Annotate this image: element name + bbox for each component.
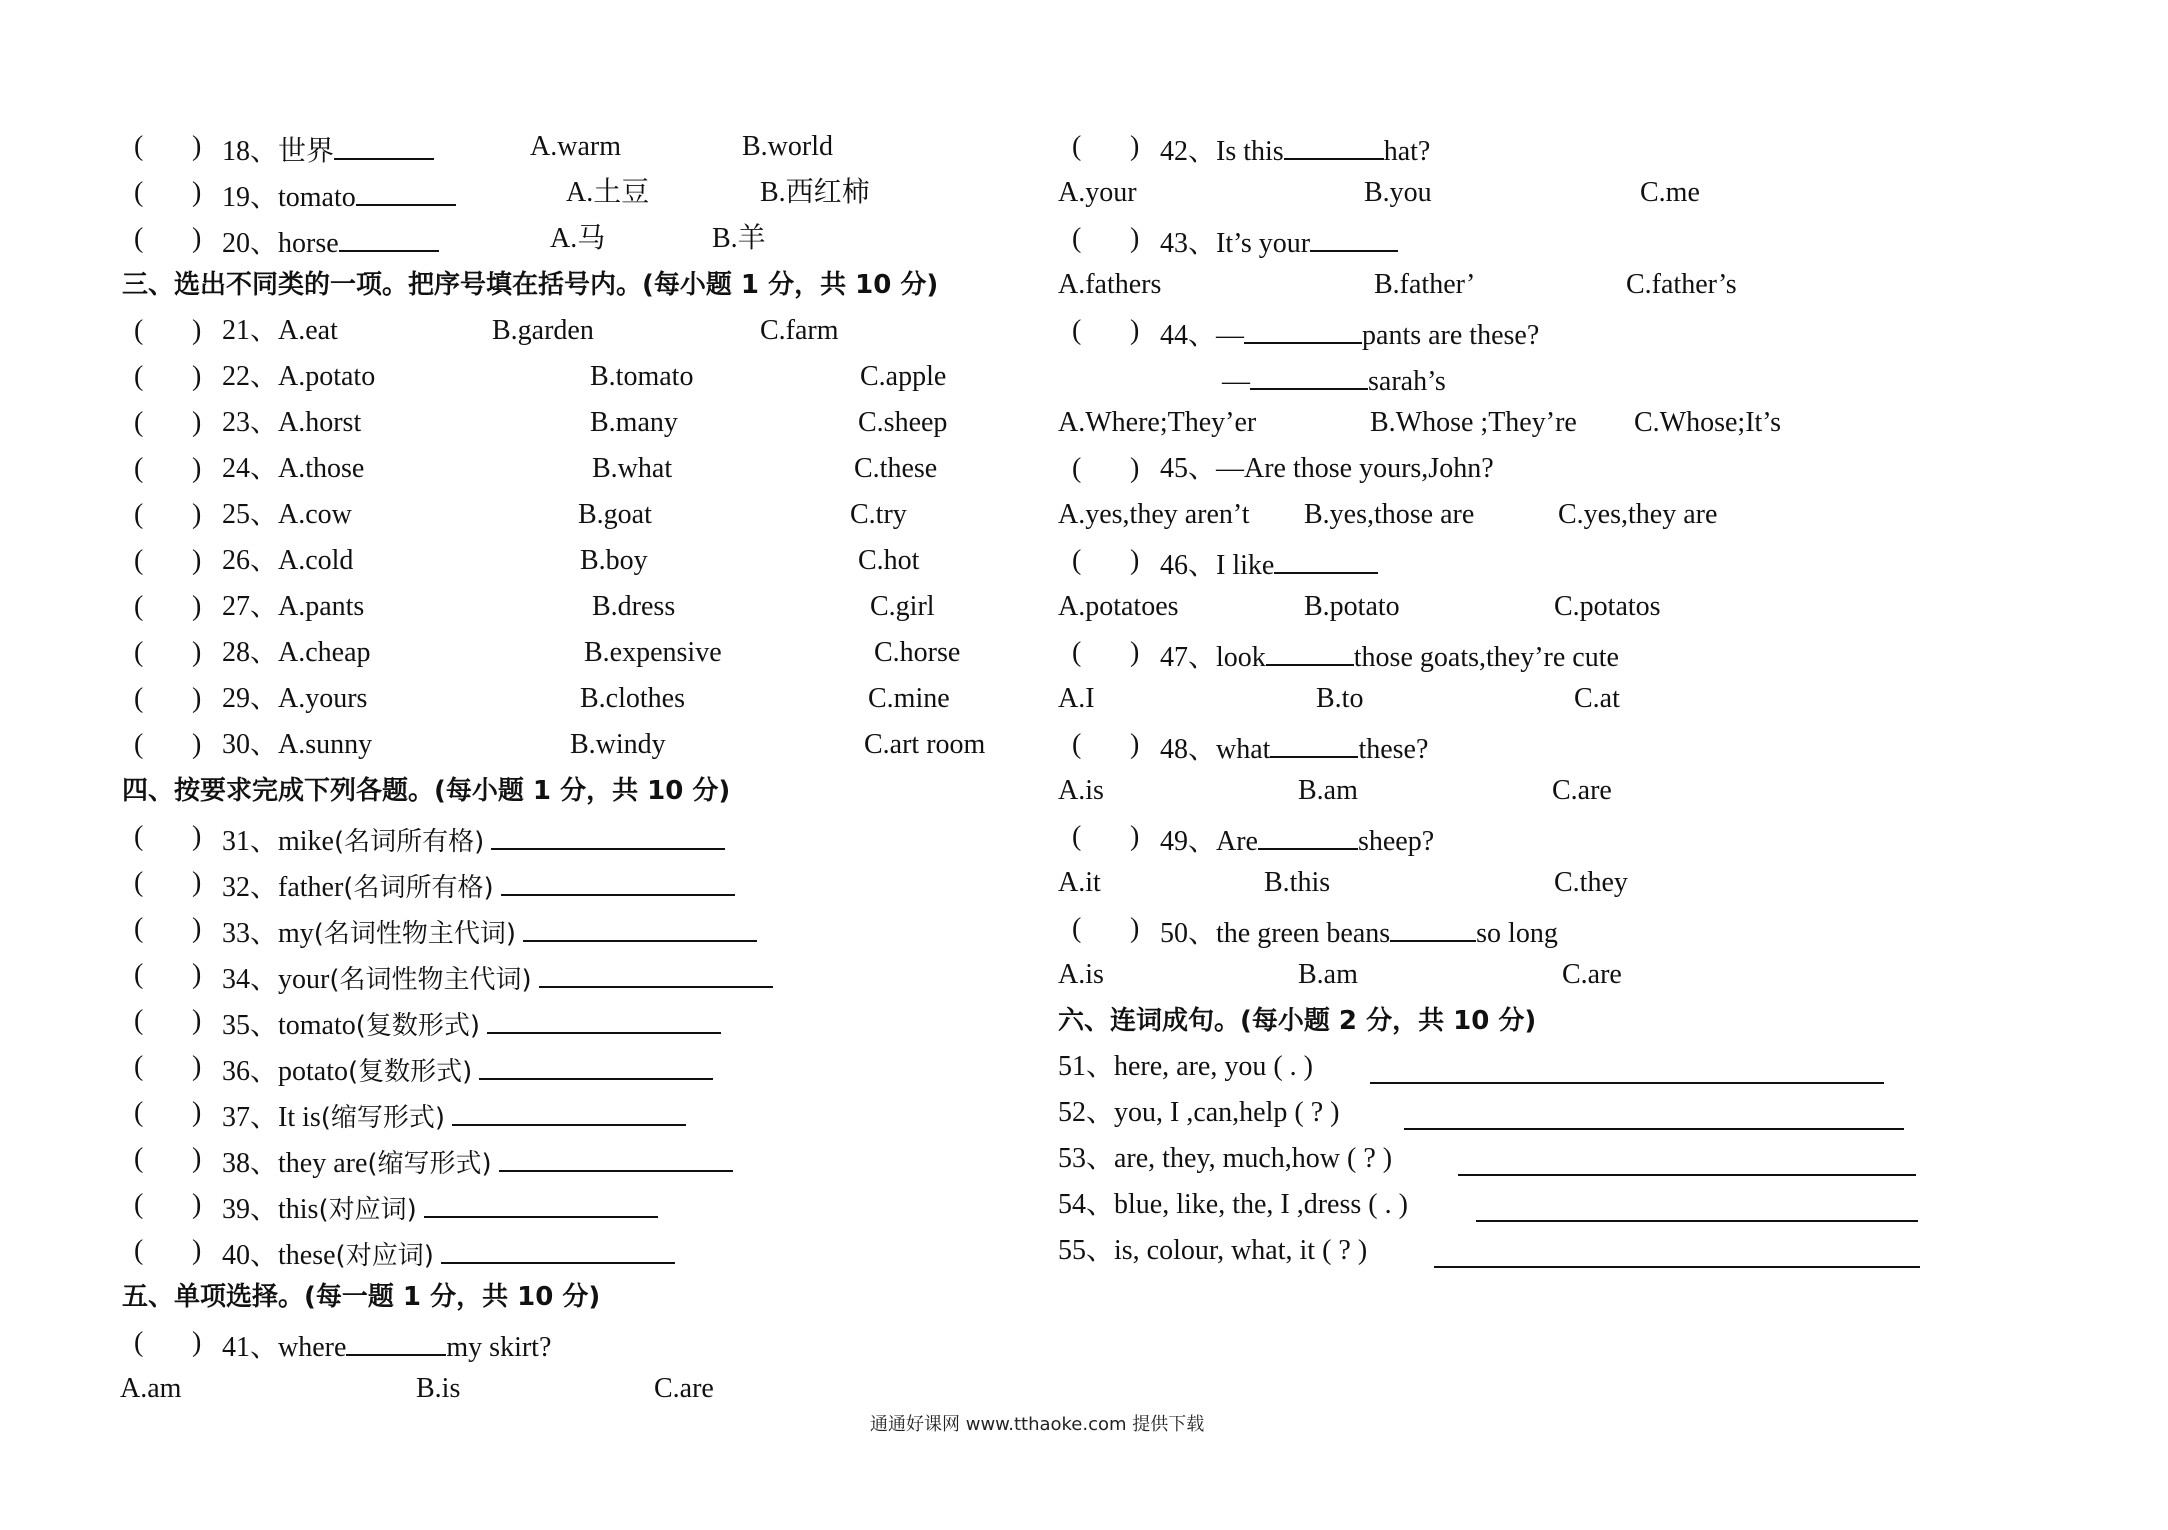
question-row: ( ) 22、A.potato B.tomato C.apple xyxy=(130,354,1030,400)
answer-line[interactable] xyxy=(1370,1048,1884,1084)
question-row: ( ) 28、A.cheap B.expensive C.horse xyxy=(130,630,1030,676)
section-heading: 四、按要求完成下列各题。(每小题 1 分，共 10 分) xyxy=(122,776,731,806)
question-row: ( ) 38、they are(缩写形式) xyxy=(130,1136,1030,1182)
answer-paren[interactable]: ( xyxy=(1072,223,1082,254)
question-hint: (缩写形式) xyxy=(367,1149,492,1179)
answer-line[interactable] xyxy=(1458,1140,1916,1176)
section-heading: 三、选出不同类的一项。把序号填在括号内。(每小题 1 分，共 10 分) xyxy=(122,270,939,300)
question-text: 33、my xyxy=(222,918,314,949)
question-hint: (缩写形式) xyxy=(320,1103,446,1133)
option-b: B.西红柿 xyxy=(760,177,870,208)
answer-blank[interactable] xyxy=(1244,308,1362,344)
question-row: ( ) 34、your(名词性物主代词) xyxy=(130,952,1030,998)
sentence-row xyxy=(1058,1044,2118,1090)
question-text: 38、they are xyxy=(222,1148,368,1179)
question-text: 48、what xyxy=(1160,734,1271,765)
question-text: 21、A.eat xyxy=(222,315,338,346)
question-text: 36、potato xyxy=(222,1056,348,1087)
answer-paren[interactable]: ( xyxy=(134,867,144,898)
question-text: 42、Is this xyxy=(1160,136,1284,167)
question-text: 28、A.cheap xyxy=(222,637,371,668)
answer-blank[interactable] xyxy=(523,906,757,942)
answer-line[interactable] xyxy=(1434,1232,1920,1268)
answer-paren[interactable]: ( xyxy=(134,1143,144,1174)
option-b: B.potato xyxy=(1304,591,1400,622)
question-row: ( ) 30、A.sunny B.windy C.art room xyxy=(130,722,1030,768)
answer-paren[interactable]: ( xyxy=(134,1189,144,1220)
question-row: ( ) 48、what these? xyxy=(1066,722,2066,768)
question-row: ( ) 43、It’s your xyxy=(1066,216,2066,262)
option-c: C.try xyxy=(850,499,907,530)
answer-paren[interactable]: ( xyxy=(134,499,144,530)
question-text: 55、is, colour, what, it ( ? ) xyxy=(1058,1235,1368,1266)
question-text: 30、A.sunny xyxy=(222,729,373,760)
options-row xyxy=(1058,768,2058,814)
question-row: ( ) 45、—Are those yours,John? xyxy=(1066,446,2066,492)
question-text-end: those goats,they’re cute xyxy=(1353,642,1619,673)
option-c: C.are xyxy=(1562,959,1622,990)
option-a: A.is xyxy=(1058,959,1104,990)
option-b: B.dress xyxy=(592,591,676,622)
option-c: C.they xyxy=(1554,867,1628,898)
answer-blank[interactable] xyxy=(1266,630,1354,666)
question-row: ( ) 47、look those goats,they’re cute xyxy=(1066,630,2066,676)
question-text: 40、these xyxy=(222,1240,336,1271)
answer-paren[interactable]: ( xyxy=(134,1051,144,1082)
sentence-row xyxy=(1058,1182,2118,1228)
answer-blank[interactable] xyxy=(487,998,721,1034)
option-a: A.土豆 xyxy=(566,177,650,208)
answer-blank[interactable] xyxy=(452,1090,686,1126)
question-row: ( ) 24、A.those B.what C.these xyxy=(130,446,1030,492)
question-text-end: hat? xyxy=(1383,136,1431,167)
answer-paren[interactable]: ( xyxy=(134,453,144,484)
answer-paren[interactable]: ( xyxy=(134,223,144,254)
question-row: ( ) 42、Is this hat? xyxy=(1066,124,2066,170)
answer-blank[interactable] xyxy=(501,860,735,896)
question-row: ( ) 33、my(名词性物主代词) xyxy=(130,906,1030,952)
question-row: ( ) 39、this(对应词) xyxy=(130,1182,1030,1228)
answer-blank[interactable] xyxy=(1258,814,1358,850)
question-text: 34、your xyxy=(222,964,330,995)
options-row xyxy=(1058,952,2058,998)
option-b: B.garden xyxy=(492,315,594,346)
question-text: 25、A.cow xyxy=(222,499,352,530)
question-row: ( ) 31、mike(名词所有格) xyxy=(130,814,1030,860)
option-c: C.mine xyxy=(868,683,950,714)
option-c: C.these xyxy=(854,453,938,484)
question-row: ( ) 21、A.eat B.garden C.farm xyxy=(130,308,1030,354)
option-b: B.goat xyxy=(578,499,652,530)
question-row: ( ) 44、— pants are these? xyxy=(1066,308,2066,354)
answer-blank[interactable] xyxy=(539,952,773,988)
answer-blank[interactable] xyxy=(1390,906,1476,942)
option-a: A.it xyxy=(1058,867,1101,898)
answer-paren[interactable]: ( xyxy=(134,591,144,622)
answer-blank[interactable] xyxy=(441,1228,675,1264)
answer-paren[interactable]: ( xyxy=(134,1005,144,1036)
answer-paren[interactable]: ( xyxy=(1072,131,1082,162)
question-row: ( ) 27、A.pants B.dress C.girl xyxy=(130,584,1030,630)
question-text-end: so long xyxy=(1476,918,1558,949)
answer-line[interactable] xyxy=(1476,1186,1918,1222)
question-text: 41、where xyxy=(222,1332,347,1363)
option-a: A.fathers xyxy=(1058,269,1162,300)
answer-blank[interactable] xyxy=(1284,124,1384,160)
question-text: 50、the green beans xyxy=(1160,918,1391,949)
question-text: 47、look xyxy=(1160,642,1266,673)
question-row xyxy=(1066,354,2066,400)
answer-blank[interactable] xyxy=(356,170,456,206)
option-b: B.羊 xyxy=(712,223,766,254)
question-hint: (名词所有格) xyxy=(343,873,494,903)
question-text: 18、世界 xyxy=(222,136,335,167)
answer-paren[interactable]: ( xyxy=(134,131,144,162)
answer-blank[interactable] xyxy=(424,1182,658,1218)
option-c: C.sheep xyxy=(858,407,948,438)
question-row: ( ) 37、It is(缩写形式) xyxy=(130,1090,1030,1136)
option-c: C.father’s xyxy=(1626,269,1737,300)
answer-paren[interactable]: ( xyxy=(1072,913,1082,944)
question-text: 45、—Are those yours,John? xyxy=(1160,453,1494,484)
question-row: ( ) 41、where my skirt? xyxy=(130,1320,1030,1366)
options-row xyxy=(1058,492,2058,538)
option-a: A.am xyxy=(120,1373,182,1404)
question-hint: (名词所有格) xyxy=(334,827,485,857)
question-row: ( ) 49、Are sheep? xyxy=(1066,814,2066,860)
answer-paren[interactable]: ( xyxy=(1072,315,1082,346)
question-text: 52、you, I ,can,help ( ? ) xyxy=(1058,1097,1340,1128)
options-row xyxy=(1058,400,2058,446)
question-row: ( ) 25、A.cow B.goat C.try xyxy=(130,492,1030,538)
question-text: 43、It’s your xyxy=(1160,228,1311,259)
option-b: B.yes,those are xyxy=(1304,499,1475,530)
question-text: 19、tomato xyxy=(222,182,356,213)
answer-paren[interactable]: ( xyxy=(134,959,144,990)
answer-blank[interactable] xyxy=(339,216,439,252)
answer-paren[interactable]: ( xyxy=(134,637,144,668)
option-c: C.are xyxy=(1552,775,1612,806)
option-b: B.boy xyxy=(580,545,648,576)
answer-paren[interactable]: ( xyxy=(134,315,144,346)
question-text: 29、A.yours xyxy=(222,683,368,714)
question-hint: (复数形式) xyxy=(355,1011,481,1041)
option-b: B.expensive xyxy=(584,637,722,668)
question-text: 46、I like xyxy=(1160,550,1275,581)
answer-blank[interactable] xyxy=(499,1136,733,1172)
option-c: C.farm xyxy=(760,315,839,346)
option-a: A.I xyxy=(1058,683,1095,714)
section-heading: 六、连词成句。(每小题 2 分，共 10 分) xyxy=(1058,1006,1537,1036)
sentence-row xyxy=(1058,1228,2118,1274)
question-text-end: sarah’s xyxy=(1368,366,1446,397)
option-c: C.horse xyxy=(874,637,961,668)
answer-paren[interactable]: ( xyxy=(134,177,144,208)
question-text-end: pants are these? xyxy=(1362,320,1540,351)
question-text: 37、It is xyxy=(222,1102,321,1133)
option-b: B.to xyxy=(1316,683,1364,714)
options-row xyxy=(120,1366,1020,1412)
option-b: B.you xyxy=(1364,177,1432,208)
question-text: 31、mike xyxy=(222,826,334,857)
option-a: A.potatoes xyxy=(1058,591,1179,622)
option-a: A.your xyxy=(1058,177,1137,208)
option-c: C.me xyxy=(1640,177,1700,208)
question-text: — xyxy=(1222,366,1250,397)
answer-blank[interactable] xyxy=(1250,354,1368,390)
option-c: C.potatos xyxy=(1554,591,1661,622)
options-row xyxy=(1058,262,2058,308)
question-hint: (复数形式) xyxy=(348,1057,473,1087)
answer-blank[interactable] xyxy=(1274,538,1378,574)
answer-blank[interactable] xyxy=(1310,216,1398,252)
answer-paren[interactable]: ( xyxy=(134,361,144,392)
options-row xyxy=(1058,676,2058,722)
option-a: A.yes,they aren’t xyxy=(1058,499,1250,530)
answer-paren[interactable]: ( xyxy=(134,729,144,760)
question-text-end: sheep? xyxy=(1357,826,1435,857)
answer-blank[interactable] xyxy=(346,1320,446,1356)
question-row: ( ) 35、tomato(复数形式) xyxy=(130,998,1030,1044)
option-c: C.at xyxy=(1574,683,1620,714)
option-c: C.yes,they are xyxy=(1558,499,1718,530)
question-text: 49、Are xyxy=(1160,826,1258,857)
options-row xyxy=(1058,860,2058,906)
question-hint: (对应词) xyxy=(335,1241,434,1271)
question-text: 27、A.pants xyxy=(222,591,365,622)
option-c: C.art room xyxy=(864,729,986,760)
answer-paren[interactable]: ( xyxy=(134,545,144,576)
question-row: ( ) 26、A.cold B.boy C.hot xyxy=(130,538,1030,584)
question-text: 54、blue, like, the, I ,dress ( . ) xyxy=(1058,1189,1408,1220)
answer-line[interactable] xyxy=(1404,1094,1904,1130)
section-heading: 五、单项选择。(每一题 1 分，共 10 分) xyxy=(122,1282,601,1312)
question-row: ( ) 32、father(名词所有格) xyxy=(130,860,1030,906)
question-row: ( ) 36、potato(复数形式) xyxy=(130,1044,1030,1090)
answer-blank[interactable] xyxy=(334,124,434,160)
option-b: B.father’ xyxy=(1374,269,1476,300)
sentence-row xyxy=(1058,1136,2118,1182)
question-text: 23、A.horst xyxy=(222,407,362,438)
answer-paren[interactable]: ( xyxy=(1072,545,1082,576)
option-c: C.apple xyxy=(860,361,947,392)
answer-blank[interactable] xyxy=(1270,722,1358,758)
option-a: A.warm xyxy=(530,131,621,162)
answer-paren[interactable]: ( xyxy=(134,1097,144,1128)
question-text: 22、A.potato xyxy=(222,361,376,392)
question-hint: (名词性物主代词) xyxy=(313,919,517,949)
question-row: ( ) 19、tomato A.土豆 B.西红柿 xyxy=(130,170,1030,216)
option-c: C.are xyxy=(654,1373,714,1404)
option-b: B.am xyxy=(1298,959,1358,990)
option-b: B.am xyxy=(1298,775,1358,806)
question-text-end: my skirt? xyxy=(446,1332,552,1363)
option-b: B.windy xyxy=(570,729,666,760)
options-row xyxy=(1058,584,2058,630)
question-row: ( ) 50、the green beans so long xyxy=(1066,906,2066,952)
answer-paren[interactable]: ( xyxy=(134,683,144,714)
answer-paren[interactable]: ( xyxy=(1072,453,1082,484)
option-b: B.this xyxy=(1264,867,1331,898)
question-hint: (对应词) xyxy=(318,1195,417,1225)
question-text: 20、horse xyxy=(222,228,339,259)
answer-paren[interactable]: ( xyxy=(1072,637,1082,668)
answer-paren[interactable]: ( xyxy=(1072,821,1082,852)
question-row: ( ) 23、A.horst B.many C.sheep xyxy=(130,400,1030,446)
question-text: 24、A.those xyxy=(222,453,365,484)
question-row: ( ) 46、I like xyxy=(1066,538,2066,584)
question-text: 53、are, they, much,how ( ? ) xyxy=(1058,1143,1393,1174)
sentence-row xyxy=(1058,1090,2118,1136)
option-b: B.what xyxy=(592,453,673,484)
question-text: 39、this xyxy=(222,1194,319,1225)
question-text-end: these? xyxy=(1358,734,1429,765)
option-c: C.hot xyxy=(858,545,920,576)
question-text: 35、tomato xyxy=(222,1010,356,1041)
answer-paren[interactable]: ( xyxy=(134,1327,144,1358)
answer-paren[interactable]: ( xyxy=(134,821,144,852)
question-row: ( ) 40、these(对应词) xyxy=(130,1228,1030,1274)
question-row: ( ) 29、A.yours B.clothes C.mine xyxy=(130,676,1030,722)
answer-blank[interactable] xyxy=(479,1044,713,1080)
option-b: B.many xyxy=(590,407,678,438)
options-row xyxy=(1058,170,2058,216)
option-b: B.world xyxy=(742,131,833,162)
answer-paren[interactable]: ( xyxy=(134,1235,144,1266)
option-b: B.Whose ;They’re xyxy=(1370,407,1577,438)
option-c: C.Whose;It’s xyxy=(1634,407,1781,438)
answer-blank[interactable] xyxy=(491,814,725,850)
question-row: ( ) 20、horse A.马 B.羊 xyxy=(130,216,1030,262)
option-a: A.is xyxy=(1058,775,1104,806)
question-row: ( ) 18、世界 A.warm B.world xyxy=(130,124,1030,170)
option-b: B.tomato xyxy=(590,361,694,392)
answer-paren[interactable]: ( xyxy=(134,913,144,944)
question-hint: (名词性物主代词) xyxy=(329,965,532,995)
option-b: B.clothes xyxy=(580,683,685,714)
question-text: 26、A.cold xyxy=(222,545,354,576)
question-text: 51、here, are, you ( . ) xyxy=(1058,1051,1314,1082)
option-a: A.Where;They’er xyxy=(1058,407,1257,438)
question-text: 44、— xyxy=(1160,320,1245,351)
option-b: B.is xyxy=(416,1373,461,1404)
option-a: A.马 xyxy=(550,223,606,254)
answer-paren[interactable]: ( xyxy=(1072,729,1082,760)
option-c: C.girl xyxy=(870,591,935,622)
footer-source: 通通好课网 www.tthaoke.com 提供下载 xyxy=(870,1414,1205,1435)
answer-paren[interactable]: ( xyxy=(134,407,144,438)
question-text: 32、father xyxy=(222,872,344,903)
